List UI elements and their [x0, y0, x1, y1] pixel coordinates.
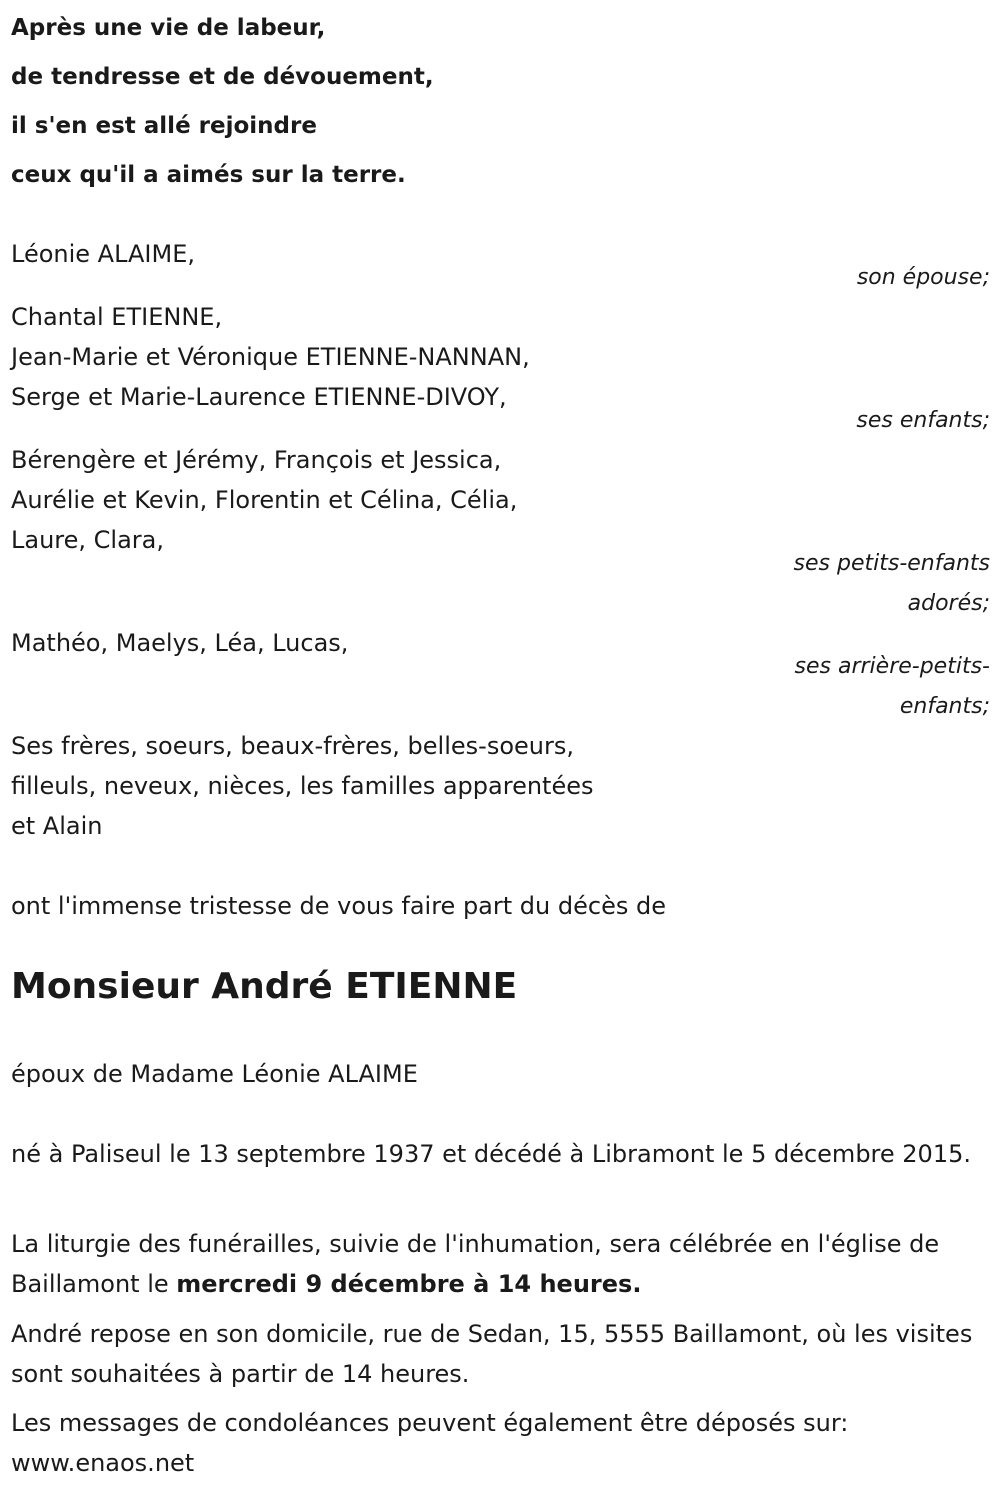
- spouse-role: son épouse;: [856, 265, 990, 290]
- child-name: Chantal ETIENNE,: [11, 303, 223, 331]
- child-name: Serge et Marie-Laurence ETIENNE-DIVOY,: [11, 383, 507, 411]
- other-relatives: et Alain: [11, 812, 103, 840]
- funeral-date: mercredi 9 décembre à 14 heures.: [176, 1270, 642, 1298]
- funeral-info: [11, 1224, 986, 1304]
- grandchild-names: Bérengère et Jérémy, François et Jessica,: [11, 446, 502, 474]
- great-grandchildren-role: ses arrière-petits-: [794, 654, 990, 679]
- birth-death: né à Paliseul le 13 septembre 1937 et décédé à Libramont le 5 décembre 2015.: [11, 1140, 971, 1168]
- intro-line: ceux qu'il a aimés sur la terre.: [11, 162, 406, 188]
- child-name: Jean-Marie et Véronique ETIENNE-NANNAN,: [11, 343, 530, 371]
- announcement: ont l'immense tristesse de vous faire part du décès de: [11, 892, 666, 920]
- funeral-text: La liturgie des funérailles, suivie de l'inhumation, sera célébrée en l'église de Baillamont le: [11, 1230, 940, 1298]
- condolences-info: Les messages de condoléances peuvent également être déposés sur: www.enaos.net: [11, 1409, 849, 1477]
- grandchildren-role: ses petits-enfants: [793, 551, 990, 576]
- spouse-of: époux de Madame Léonie ALAIME: [11, 1060, 418, 1088]
- other-relatives: Ses frères, soeurs, beaux-frères, belles-soeurs,: [11, 732, 574, 760]
- deceased-name: Monsieur André ETIENNE: [11, 966, 518, 1007]
- other-relatives: filleuls, neveux, nièces, les familles apparentées: [11, 772, 594, 800]
- intro-line: il s'en est allé rejoindre: [11, 113, 317, 139]
- spouse-name: Léonie ALAIME,: [11, 240, 196, 268]
- intro-line: Après une vie de labeur,: [11, 15, 326, 41]
- grandchildren-role: adorés;: [907, 591, 990, 616]
- grandchild-names: Laure, Clara,: [11, 526, 164, 554]
- great-grandchild-names: Mathéo, Maelys, Léa, Lucas,: [11, 629, 349, 657]
- intro-line: de tendresse et de dévouement,: [11, 64, 434, 90]
- children-role: ses enfants;: [856, 408, 990, 433]
- great-grandchildren-role: enfants;: [899, 694, 990, 719]
- visitation-info: André repose en son domicile, rue de Sedan, 15, 5555 Baillamont, où les visites sont souhaitées à partir de 14 heures.: [11, 1320, 973, 1388]
- grandchild-names: Aurélie et Kevin, Florentin et Célina, Célia,: [11, 486, 518, 514]
